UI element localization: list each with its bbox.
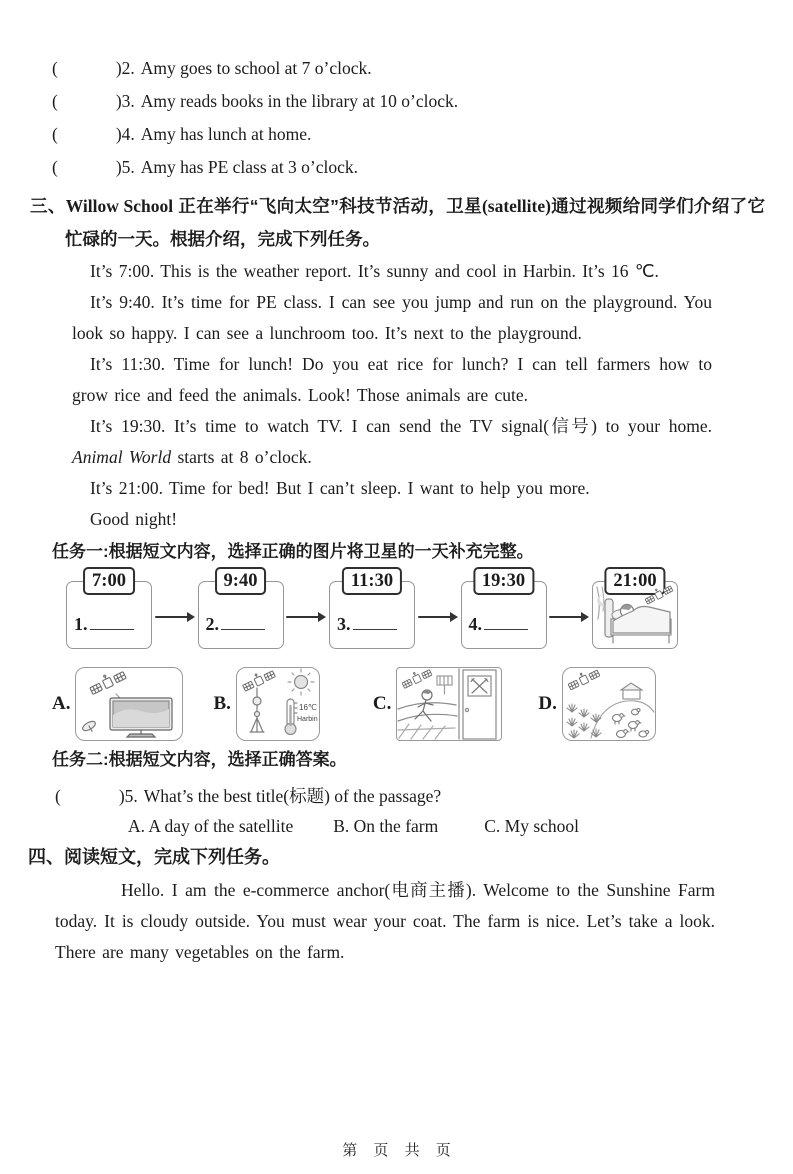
page-footer: 第 页 共 页 [342,1142,451,1159]
passage-paragraph-3: It’s 11:30. Time for lunch! Do you eat rice for lunch? I can tell farmers how to grow rice and feed the animals. Look! Those animals are cute. [72,354,712,405]
arrow-right-icon [418,611,458,623]
sun-icon [288,669,314,695]
time-tab-4: 19:30 [473,567,534,595]
section-number: 三、 [30,196,66,216]
option-b [213,667,319,741]
choice-a: A. A day of the satellite [128,816,294,836]
satellite-icon [88,668,127,695]
barn-icon [621,683,642,699]
arrow-right-icon [155,611,195,623]
option-d [538,667,655,741]
question-number: )5. [118,786,138,806]
timeline [66,571,678,649]
blank-number-3: 3. [337,614,351,634]
task1-label: 任务一:根据短文内容，选择正确的图片将卫星的一天补充完整。 [52,542,534,561]
paren-open: ( [52,157,58,177]
section4-paragraph: Hello. I am the e-commerce anchor(电商主播). Welcome to the Sunshine Farm today. It is cloudy outside. You must wear your coat. The farm is nice. Let’s take a look. There are many vegetables on the farm. [55,880,715,962]
section-number: 四、 [28,847,64,867]
tv-tower-icon [250,688,264,732]
time-box-4 [461,571,547,649]
passage-paragraph-2: It’s 9:40. It’s time for PE class. I can see you jump and run on the playground. You look so happy. I can see a lunchroom too. It’s next to the playground. [72,292,712,343]
section3-heading [30,190,765,256]
item-text: Amy goes to school at 7 o’clock. [140,58,372,78]
time-tab-2: 9:40 [215,567,267,595]
satellite-tv-image [76,668,182,740]
question-text: What’s the best title(标题) of the passage? [143,786,442,806]
choice-b: B. On the farm [333,816,439,836]
blank-line [484,616,528,630]
blank-number-2: 2. [205,614,219,634]
satellite-icon [643,583,673,605]
weather-harbin-image [237,668,319,740]
picture-options-row [52,665,793,743]
blank-line [353,616,397,630]
test-paper-page [0,52,793,1159]
heading-satellite-word: (satellite) [481,196,551,216]
satellite-icon [401,668,433,689]
option-b-image [236,667,320,741]
choices-row [128,813,793,840]
paren-open: ( [55,786,61,806]
satellite-icon [566,668,600,691]
true-false-list [52,52,793,184]
item-text: Amy has lunch at home. [140,124,312,144]
option-d-image [562,667,656,741]
heading-chinese-2: 通过视频给同学们介绍了它忙碌的一天。根据介绍，完成下列任务。 [65,196,765,249]
goal-stand [437,676,452,694]
tf-item-3 [52,85,793,118]
paren-open: ( [52,91,58,111]
option-a-image [75,667,183,741]
blank-line [90,616,134,630]
option-c-label: C. [372,693,392,714]
paren-open: ( [52,58,58,78]
item-number: )5. [115,157,135,177]
playground-lunchroom-image [397,668,501,740]
tf-item-4 [52,118,793,151]
time-box-1 [66,571,152,649]
time-box-2 [198,571,284,649]
passage-paragraph-4: It’s 19:30. It’s time to watch TV. I can send the TV signal(信号) to your home. Animal World starts at 8 o’clock. [72,416,712,467]
arrow-right-icon [286,611,326,623]
task2-label: 任务二:根据短文内容，选择正确答案。 [52,750,347,769]
passage-paragraph-1: It’s 7:00. This is the weather report. It’s sunny and cool in Harbin. It’s 16 ℃. [90,261,659,281]
fence [398,724,455,739]
arrow-right-icon [549,611,589,623]
blank-number-1: 1. [74,614,88,634]
time-tab-1: 7:00 [83,567,135,595]
heading-school-name: Willow School [65,196,174,216]
thermometer-city-label: Harbin [296,716,318,723]
question-5-line [55,781,793,811]
option-a-label: A. [52,693,71,714]
reading-passage [72,256,712,535]
satellite-icon [241,668,276,692]
thermometer-temp-label: 16℃ [298,703,317,712]
time-box-5 [592,571,678,649]
paren-open: ( [52,124,58,144]
tf-item-2 [52,52,793,85]
option-b-label: B. [213,693,231,714]
blank-number-4: 4. [468,614,482,634]
section4-heading-text: 阅读短文，完成下列任务。 [64,847,280,867]
rice-plants [567,704,601,738]
farm-animals [612,709,648,738]
sleeping-child-image [593,583,676,647]
item-text: Amy has PE class at 3 o’clock. [140,157,359,177]
option-d-label: D. [538,693,557,714]
satellite-dish-icon [82,719,99,734]
time-tab-3: 11:30 [342,567,402,595]
passage-paragraph-6: Good night! [90,509,178,529]
time-box-3 [329,571,415,649]
item-number: )2. [115,58,135,78]
option-c-image [396,667,502,741]
heading-chinese-1: 正在举行“飞向太空”科技节活动，卫星 [173,196,482,216]
farm-field-animals-image [563,668,655,740]
option-c [373,667,502,741]
tv-show-title: Animal World [72,447,172,467]
tf-item-5 [52,151,793,184]
item-number: )3. [115,91,135,111]
choice-c: C. My school [484,816,580,836]
item-text: Amy reads books in the library at 10 o’clock. [140,91,459,111]
thermometer-icon [285,699,297,735]
option-a [52,667,183,741]
blank-line [221,616,265,630]
section4-heading [28,842,793,872]
item-number: )4. [115,124,135,144]
running-boy [415,690,433,721]
passage-paragraph-5: It’s 21:00. Time for bed! But I can’t sleep. I want to help you more. [90,478,590,498]
time-tab-5: 21:00 [604,567,665,595]
